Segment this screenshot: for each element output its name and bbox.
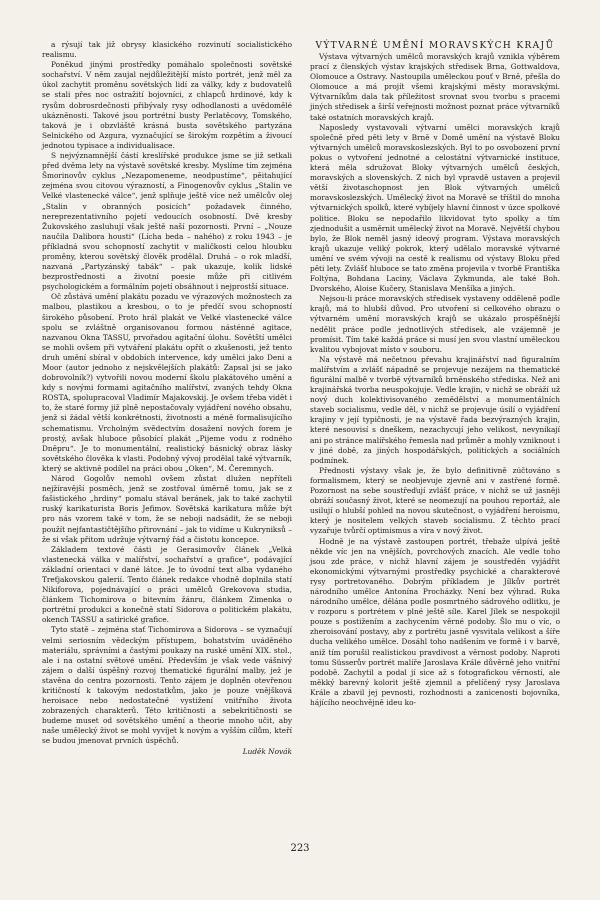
paragraph: Na výstavě má nečetnou převahu krajinářství nad figuralním malířstvím a zvlášť nápadně se projevuje nezájem na thematické figurální malbě v tvorbě výtvarníků brněnského střediska. Než ani krajinářská tvorba neuspokojuje. Vedle krajin, v nichž se obráží už nový duch kolektivisovaného zemědělství a monumentálních staveb socialismu, vedle děl, v nichž se projevuje úsilí o vyjádření krajiny v její typičnosti, je na výstavě řada bezvýrazných krajin, které nesouvisí s dneškem, nezachycují jeho velikost, nevynikají ani po stránce malířského řemesla nad průměr a mohly vzniknout i v jiné době, za jiných hospodářských, politických a sociálních podmínek. [310, 354, 560, 465]
right-column [310, 40, 560, 708]
paragraph: Národ Gogolův nemohl ovšem zůstat dlužen nepříteli nejžíravější posměch, jenž se zostřoval úměrně tomu, jak se z fašistického „hrdiny“ pomalu stával beránek, jak to také zachytil ruský karikaturista Boris Jefimov. Sovětská karikatura může být pro nás vzorem také v tom, že se neboji nadsádit, že se neboji použít nejfantastičtějšího přirovnání – jak to vidíme u Kukryniksů – že si však přitom udržuje výtvarný řád a čistotu koncepce. [42, 474, 292, 544]
page-number: 223 [290, 843, 310, 854]
paragraph: Poněkud jinými prostředky pomáhalo společnosti sovětské sochařství. V něm zaujal nejdůležitější místo portrét, jenž měl za úkol zachytit proměnu sovětských lidí za války, kdy z budovatelů se stali přes noc ostražití bojovníci, z chlapců hrdinové, kdy k rysům dobrosrdečnosti přibývaly rysy odhodlanosti a uvědomělé ukázněnosti. Takové jsou portrétní busty Perlatěcovy, Tomského, taková je i obzvláště krásná busta sovětského partyzána Selnického od Azgura, vyznačující se širokým rozpětím a živoucí jednotou typisace a individualisace. [42, 60, 292, 150]
paragraph: Výstava výtvarných umělců moravských krajů vznikla výběrem prací z členských výstav krajských středisek Brna, Gottwaldova, Olomouce a Ostravy. Nastoupila uměleckou pouť v Brně, přešla do Olomouce a má projít všemi krajskými městy moravskými. Výtvarníkům dala tak příležitost srovnat svou tvorbu s pracemi jiných středisek a širší veřejnosti možnost poznat práce výtvarníků také ostatních moravských krajů. [310, 52, 560, 122]
paragraph: Tyto statě – zejména stať Tichomirova a Sidorova – se vyznačují velmi seriosním vědeckým přístupem, bohatstvím uváděného materiálu, správními a častými poukazy na ruské umění XIX. stol., ale i na ostatní světové umění. Především je však vede vášnivý zájem o další úspěšný rozvoj thematické figurální malby, jež je stavěna do centra pozornosti. Tento zájem je doplněn otevřenou kritičností k takovým nedostatkům, jako je pouze vnějšková heroisace nebo nedostatečné vystižení vnitřního života zobrazených charakterů. Této kritičnosti a sebekritičnosti se budeme muset od sovětského umění a theorie mnoho učit, aby naše umělecký život se mohl vyvíjet k novým a vyšším cílům, kteří se budou jmenovat prvních úspěchů. [42, 625, 292, 746]
paragraph: S nejvýznamnější částí kreslířské produkce jsme se již setkali před dvěma lety na výstavě sovětské kresby. Myslíme tím zejména Šmorinovův cyklus „Nezapomeneme, neodpustíme“, pěitahující zejména svou citovou výrazností, a Finogenovův cyklus „Stalin ve Velké vlastenecké válce“, jenž splňuje ještě více než umělcův olej „Stalin v obranných posicích“ požadavek činného, nereprezentativního pojetí vedoucích osobností. Dvě kresby Žukovského zasluhují však ještě naší pozornosti. První – „Nouze naučila Dalibora housti“ (Lícha beda – nahého) z roku 1943 – je příkladná svou schopností zachytit v maličkosti celou hloubku proměny, kterou sovětský člověk prodělal. Druhá – o rok mladší, nazvaná „Partyzánský tabák“ – pak ukazuje, kolik lidské bezprostřednosti a životní poesie může při citlivém psychologickém a formálním pojetí obsáhnout i nejprostší situace. [42, 151, 292, 292]
author-signature: Luděk Novák [242, 746, 292, 756]
article-heading: VÝTVARNÉ UMĚNÍ MORAVSKÝCH KRAJŮ [315, 41, 555, 51]
paragraph: Nejsou-li práce moravských středisek vystaveny odděleně podle krajů, má to hlubší důvod. Pro utvoření si celkového obrazu o výtvarném umění moravských krajů se ukázalo prospěšnější nedělit práce podle jednotlivých středisek, ale vzájemně je promísit. Tím také každá práce si musí jen svou vlastní uměleckou kvalitou vybojovat místo v souboru. [310, 294, 560, 354]
paragraph: Oč zůstává umění plakátu pozadu ve výrazových možnostech za malbou, plastikou a kresbou, o to je předčí svou schopností širokého působení. Proto hrál plakát ve Velké vlastenecké válce spolu se zvláštně organisovanou formou násténné agitace, nazvanou Okna TASSU, prvořadou agitační úlohu. Sovětští umělci se mohli ovšem při vytváření plakátu opřít o zkušenosti, jež tento druh umění sbíral v obdobích intervence, kdy umělci jako Deni a Moor (autor jednoho z nejskvělejších plakátů: Zapsal jsi se jako dobrovolník?) vytvořili novou moderní školu plakátového umění a kdy s novými formami agitačního malířství, zvaných tehdy Okna ROSTA, spolupracoval Vladimír Majakovskij. Je ovšem třeba vidět i to, že staré formy již plně nepostačovaly vyjádření nového obsahu, jenž si žádal větší konkrétnosti, životnosti a méně formalisujícího schematismu. Vrcholným svědectvím dosažení nových forem je prostý, avšak hluboce působící plakát „Pijeme vodu z rodného Dněpru“. Je to monumentální, realistický básnický obraz lásky sovětského člověka k vlasti. Podobný vývoj prodělal také výtvarník, který se aktivně podílel na práci obou „Oken“, M. Čeremnych. [42, 292, 292, 473]
paragraph: a rýsují tak již obrysy klasického rozvinutí socialistického realismu. [42, 40, 292, 60]
paragraph: Přednosti výstavy však je, že bylo definitivně zúčtováno s formalismem, který se neobjevuje zjevně ani v zastřené formě. Pozornost na sebe soustřeďují zvlášť práce, v nichž se už jasněji obráží současný život, které se neomezují na pouhou reportáž, ale usilují o hlubší pohled na novou skutečnost, o vyjádření heroismu, který je nositelem velkých staveb socialismu. Z těchto prací vyzařuje tvůrčí optimismus a víra v nový život. [310, 465, 560, 536]
paragraph: Hodně je na výstavě zastoupen portrét, třebaže ulpívá ještě někde víc jen na vnějších, povrchových znacích. Ale vedle toho jsou zde práce, v nichž hlavní zájem je soustředěn vyjádřit ekonomickými výtvarnými prostředky psychické a charakterové rysy portretovaného. Dobrým příkladem je Jílkův portrét národního umělce Antonína Procházky. Není bez výhrad. Ruka národního umělce, dělána podle posmrtného sádrového odlitku, je v rozporu s portrétem v plné ještě síle. Karel Jílek se nespokojil pouze s postižením a zachycením věrné podoby. Šlo mu o víc, o zheroisování postavy, aby z portrétu jasně vysvitala velikost a šíře ducha velikého umělce. Dosáhl toho nadšením ve formě i v barvě, aniž tím porušil realistickou pravdivost a věrnost podoby. Naproti tomu Süsserův portrét malíře Jaroslava Krále důvěrně jeho vnitřní podobě. Zachytil a podal jí sice až s fotografickou věrností, ale měkký barevný kolorit ještě zjemnil a přelíčený rysy Jaroslava Krále a zbavil jej pevnosti, rozhodnosti a zanicenosti bojovníka, hájícího neochvějně ideu ko- [310, 536, 560, 707]
paragraph: Naposledy vystavovali výtvarní umělci moravských krajů společně před pěti lety v Brně v Domě umění na výstavě Bloku výtvarných umělců moravskoslezských. Byl to po osvobození první pokus o vytvoření jednotné a celostátní výtvarnické instituce, která měla sdružovat Bloky výtvarných umělců českých, moravských a slovenských. Z nich byl vpravdě ustaven a projevil větší životaschopnost jen Blok výtvarných umělců moravskoslezských. Umělecký život na Moravě se tříštil do mnoha výtvarnických spolků, které vybíjely hlavní činnost v úzce spolkové politice. Bloku se nepodařilo likvidovat tyto spolky a tím zjednodušit a usměrnit umělecký život na Moravě. Největší chybou bylo, že Blok neměl jasný ideový program. Výstava moravských krajů ukazuje veliký pokrok, který udělalo moravské výtvarné umění ve svém vývoji na cestě k realismu od výstavy Bloku před pěti lety. Zvlášť hluboce se tato změna projevila v tvorbě Františka Foltýna, Bohdana Laciny, Václava Zykmunda, ale také Boh. Dvorského, Aloise Kučery, Stanislava Menšíka a jiných. [310, 122, 560, 294]
paragraph: Základem textové části je Gerasimovův článek „Velká vlastenecká válka v malířství, sochařství a grafice“, podávající základní orientaci v dané látce. Je to úvodní text alba vydaného Treťjakovskou galerií. Tento článek redakce vhodně doplnila statí Nikiforova, pojednávající o práci umělců Grekovova studia, článkem Tichomirova o bitevním žánru, článkem Zimenka o portrétní produkci a konečně statí Sidorova o politickém plakátu, okench TASSU a satirické grafice. [42, 544, 292, 625]
left-column [42, 40, 292, 757]
